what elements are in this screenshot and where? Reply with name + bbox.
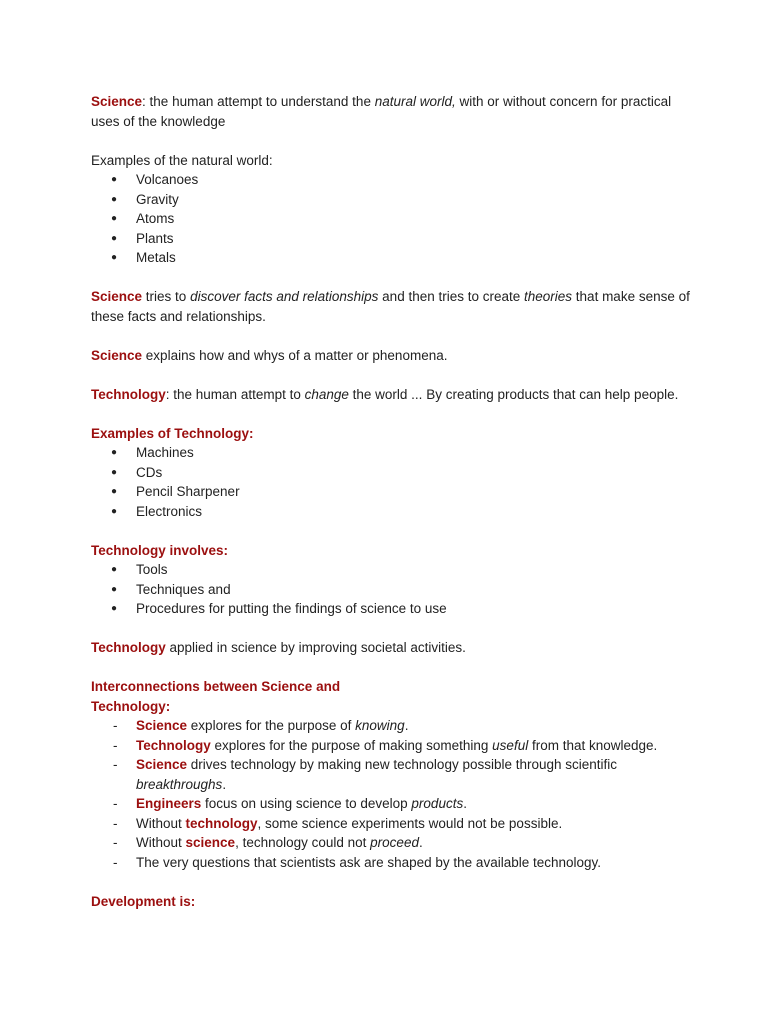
text: , some science experiments would not be possible.	[257, 815, 563, 831]
science-definition	[91, 92, 691, 131]
interconnections-heading: Interconnections between Science and	[91, 679, 341, 694]
text: applied in science by improving societal activities.	[165, 640, 466, 655]
list-item	[91, 755, 691, 794]
text: The very questions that scientists ask are shaped by the available technology.	[136, 854, 602, 870]
keyword: Engineers	[136, 796, 202, 811]
text: the world ... By creating products that can help people.	[348, 386, 679, 402]
emphasis: useful	[492, 737, 529, 753]
text: Without	[136, 835, 186, 850]
development-heading: Development is:	[91, 893, 196, 909]
keyword: technology	[185, 815, 258, 831]
text: tries to	[142, 289, 191, 304]
list-item	[91, 853, 691, 873]
keyword: Technology	[91, 640, 166, 655]
emphasis: products	[411, 796, 464, 811]
list-item: ● Procedures for putting the findings of science to use	[91, 599, 691, 619]
list-item	[91, 736, 691, 756]
list-item: ● Pencil Sharpener	[91, 482, 691, 502]
science-explains-paragraph	[91, 346, 691, 366]
text: from that knowledge.	[528, 737, 658, 753]
list-item: ● Techniques and	[91, 580, 691, 600]
text: : the human attempt to understand the	[142, 94, 375, 109]
emphasis: natural world,	[374, 94, 456, 109]
text: drives technology by making new technology possible through scientific	[187, 757, 618, 772]
text: explores for the purpose of	[187, 718, 356, 733]
text: .	[404, 718, 409, 733]
keyword: Technology	[91, 386, 166, 402]
text: focus on using science to develop	[201, 796, 412, 811]
emphasis: change	[304, 386, 349, 402]
interconnections-heading-line2: Technology:	[91, 698, 171, 714]
keyword: Technology	[136, 737, 211, 753]
keyword: Science	[136, 757, 188, 772]
text: that make sense of these facts and relationships.	[91, 289, 690, 324]
text: explores for the purpose of making something	[210, 737, 493, 753]
natural-world-list	[91, 170, 691, 268]
emphasis: proceed	[370, 835, 419, 850]
list-item: ● Electronics	[91, 502, 691, 522]
text: with or without concern for practical uses of the knowledge	[91, 94, 672, 129]
tech-examples-list	[91, 443, 691, 521]
tech-involves-heading: Technology involves:	[91, 542, 229, 558]
text: .	[418, 835, 423, 850]
list-item: ● Volcanoes	[91, 170, 691, 190]
list-item: ● Machines	[91, 443, 691, 463]
text: .	[222, 776, 227, 792]
list-item	[91, 814, 691, 834]
list-item: ● Tools	[91, 560, 691, 580]
emphasis: theories	[524, 289, 573, 304]
keyword: science	[185, 835, 236, 850]
text: : the human attempt to	[165, 386, 305, 402]
tech-involves-list	[91, 560, 691, 619]
keyword: Science	[91, 347, 143, 363]
text: , technology could not	[235, 835, 371, 850]
keyword: Science	[136, 718, 188, 733]
science-discovery-paragraph	[91, 287, 691, 326]
emphasis: knowing	[355, 718, 405, 733]
list-item: ● Atoms	[91, 209, 691, 229]
interconnections-list	[91, 716, 691, 872]
list-item: ● Metals	[91, 248, 691, 268]
natural-world-heading: Examples of the natural world:	[91, 152, 273, 168]
text: explains how and whys of a matter or phenomena.	[142, 347, 448, 363]
list-item: ● CDs	[91, 463, 691, 483]
text: Without	[136, 815, 186, 831]
list-item	[91, 794, 691, 814]
list-item: ● Gravity	[91, 190, 691, 210]
tech-examples-heading: Examples of Technology:	[91, 425, 254, 441]
document-page	[91, 92, 691, 911]
text: and then tries to create	[378, 289, 525, 304]
tech-applied-paragraph	[91, 638, 691, 658]
list-item: ● Plants	[91, 229, 691, 249]
keyword: Science	[91, 94, 143, 109]
text: .	[463, 796, 467, 811]
emphasis: breakthroughs	[136, 776, 223, 792]
keyword: Science	[91, 289, 143, 304]
technology-definition	[91, 385, 691, 405]
list-item	[91, 716, 691, 736]
emphasis: discover facts and relationships	[190, 289, 379, 304]
list-item	[91, 833, 691, 853]
